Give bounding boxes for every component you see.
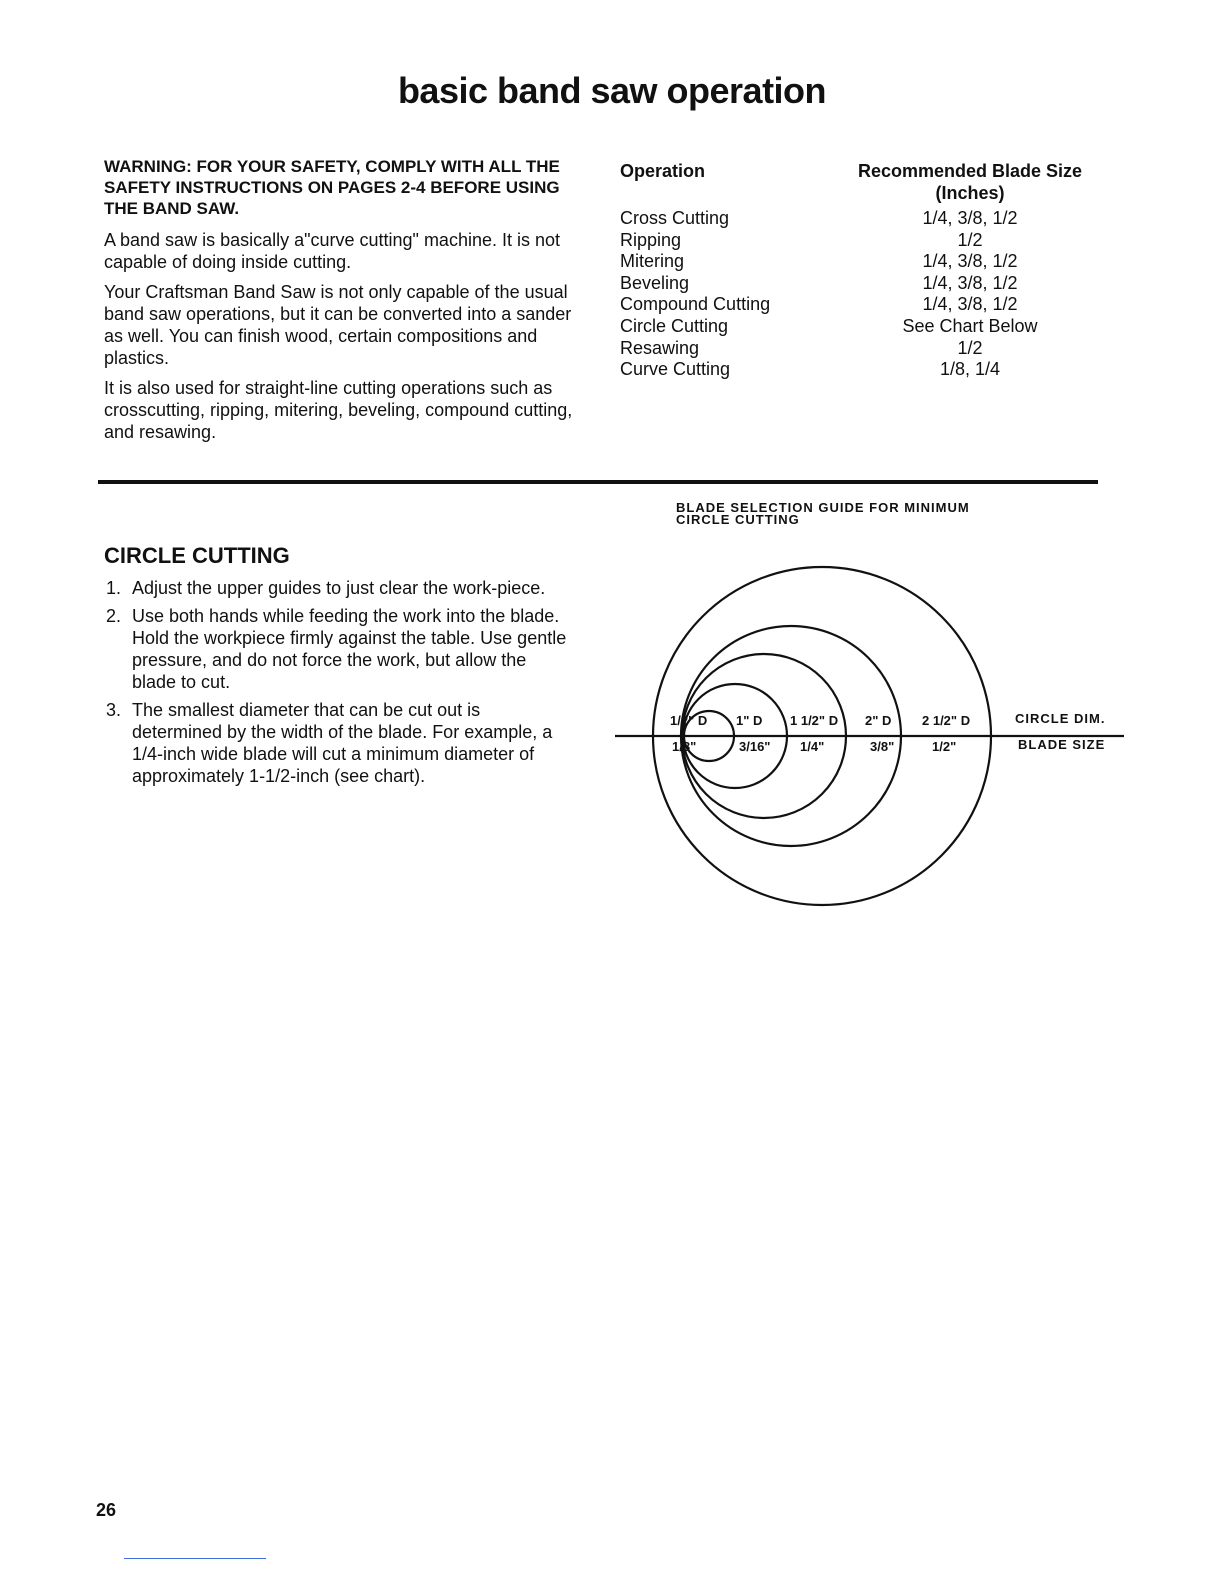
- blade-size-label: 1/8": [672, 739, 697, 754]
- intro-paragraph: It is also used for straight-line cutting operations such as crosscutting, ripping, mitering, beveling, compound cutting, and resawing.: [104, 378, 573, 442]
- operation-cell: Curve Cutting: [620, 359, 731, 380]
- operation-cell: Circle Cutting: [620, 315, 729, 336]
- blade-size-header-line2: (Inches): [935, 183, 1005, 203]
- operation-cell: Mitering: [620, 251, 685, 272]
- circle-dim-label: 1 1/2" D: [790, 713, 839, 728]
- safety-warning: WARNING: FOR YOUR SAFETY, COMPLY WITH ALL THE SAFETY INSTRUCTIONS ON PAGES 2-4 BEFORE USING THE BAND SAW.: [104, 157, 560, 218]
- list-item: [104, 577, 574, 599]
- circle-dim-label: 2 1/2" D: [922, 713, 971, 728]
- blade-size-label: 3/8": [870, 739, 895, 754]
- blade-size-label: 1/4": [800, 739, 825, 754]
- step-text: Adjust the upper guides to just clear the work-piece.: [132, 578, 546, 598]
- blade-size-cell: 1/8, 1/4: [939, 359, 1001, 380]
- operation-cell: Cross Cutting: [620, 208, 730, 228]
- table-row: [620, 273, 1100, 295]
- blade-size-cell: 1/2: [957, 337, 983, 358]
- page-title: basic band saw operation: [397, 70, 827, 111]
- blade-size-header-line1: Recommended Blade Size: [857, 161, 1083, 181]
- table-row: [620, 251, 1100, 273]
- blade-size-cell: See Chart Below: [902, 315, 1038, 336]
- blade-size-header: [840, 160, 1100, 204]
- circle-dim-label: 2" D: [865, 713, 892, 728]
- blade-selection-diagram: [600, 540, 1140, 920]
- table-row: [620, 204, 1100, 230]
- intro-paragraph: A band saw is basically a"curve cutting" machine. It is not capable of doing inside cutting.: [104, 230, 561, 272]
- blade-size-cell: 1/4, 3/8, 1/2: [922, 294, 1018, 315]
- page-number: 26: [96, 1500, 117, 1520]
- section-heading: CIRCLE CUTTING: [104, 543, 290, 568]
- step-number: 3.: [106, 700, 122, 720]
- table-row: [620, 316, 1100, 338]
- steps-list: [104, 577, 574, 787]
- operation-cell: Compound Cutting: [620, 294, 771, 315]
- circle-dim-label: 1/2" D: [670, 713, 708, 728]
- legend-blade-size: BLADE SIZE: [1018, 737, 1106, 752]
- step-number: 2.: [106, 606, 122, 626]
- operation-cell: Ripping: [620, 229, 682, 250]
- footer-line: [124, 1558, 266, 1559]
- blade-size-label: 1/2": [932, 739, 957, 754]
- intro-section: [104, 156, 576, 451]
- table-row: [620, 338, 1100, 360]
- list-item: [104, 605, 574, 693]
- operation-cell: Beveling: [620, 272, 690, 293]
- operations-table: [620, 160, 1100, 381]
- operation-cell: Resawing: [620, 337, 700, 358]
- legend-circle-dim: CIRCLE DIM.: [1015, 711, 1106, 726]
- step-text: The smallest diameter that can be cut out is determined by the width of the blade. For example, a 1/4-inch wide blade will cut a minimum diameter of approximately 1-1/2-inch (see chart).: [132, 700, 553, 786]
- blade-size-label: 3/16": [739, 739, 771, 754]
- blade-size-cell: 1/4, 3/8, 1/2: [922, 272, 1018, 293]
- section-divider: [98, 480, 1098, 484]
- step-text: Use both hands while feeding the work into the blade. Hold the workpiece firmly against the table. Use gentle pressure, and do not force the work, but allow the blade to cut.: [132, 606, 567, 692]
- blade-size-cell: 1/2: [957, 229, 983, 250]
- blade-size-cell: 1/4, 3/8, 1/2: [922, 208, 1018, 228]
- intro-paragraph: Your Craftsman Band Saw is not only capable of the usual band saw operations, but it can be converted into a sander as well. You can finish wood, certain compositions and plastics.: [104, 282, 572, 368]
- blade-chart-title: BLADE SELECTION GUIDE FOR MINIMUM CIRCLE CUTTING: [676, 500, 970, 527]
- blade-size-cell: 1/4, 3/8, 1/2: [922, 251, 1018, 272]
- circle-dim-label: 1" D: [736, 713, 763, 728]
- table-row: [620, 359, 1100, 381]
- step-number: 1.: [106, 578, 122, 598]
- table-row: [620, 294, 1100, 316]
- table-row: [620, 230, 1100, 252]
- operation-header: Operation: [620, 161, 706, 181]
- list-item: [104, 699, 574, 787]
- circle-cutting-section: [104, 543, 574, 793]
